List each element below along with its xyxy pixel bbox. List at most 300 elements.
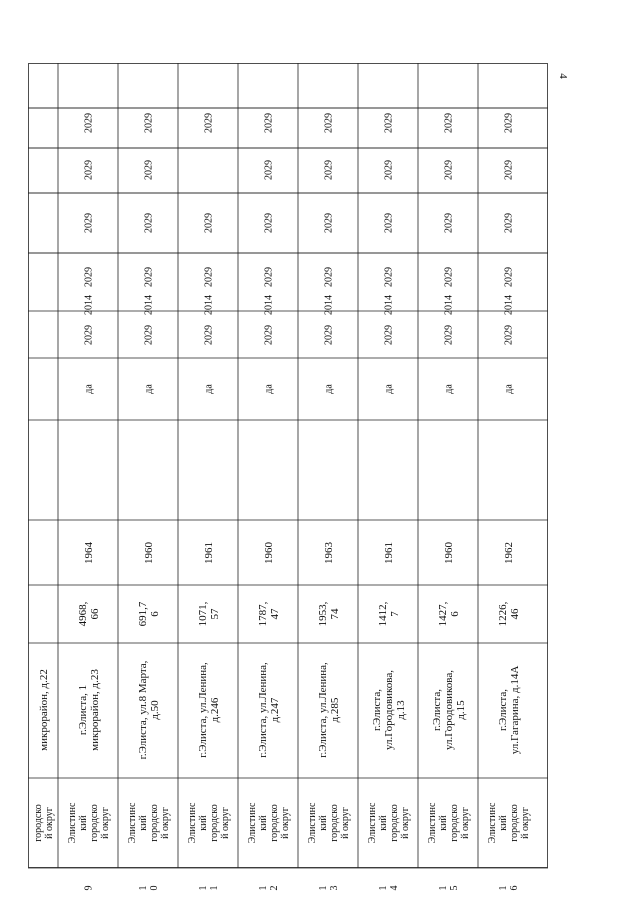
row-4-year-text bbox=[323, 542, 335, 565]
row-2-capital-repair-line: да bbox=[203, 384, 215, 394]
row-4-district-line: й округ bbox=[340, 807, 351, 839]
row-7-work-year-2-line: 2029 bbox=[503, 267, 515, 287]
row-0-survey-year-text bbox=[84, 295, 95, 315]
row-2-district-line: городско bbox=[209, 804, 220, 842]
row-3-year bbox=[263, 542, 275, 565]
row-2-area bbox=[197, 601, 221, 626]
row-3-address-text bbox=[257, 662, 281, 758]
table-grid bbox=[28, 63, 548, 868]
row-7-district-line: Элистинс bbox=[487, 802, 498, 844]
row-7-num bbox=[498, 886, 520, 891]
row-3-work-year-4-line: 2029 bbox=[263, 160, 275, 180]
row-0-address-line: г.Элиста, 1 bbox=[76, 684, 89, 736]
row-7-district bbox=[487, 802, 531, 843]
row-4-district-line: кий bbox=[318, 815, 329, 831]
row-3-year-line: 1960 bbox=[262, 542, 275, 564]
row-5-address-line: д.13 bbox=[394, 700, 407, 720]
rotated-table-sheet bbox=[28, 63, 548, 891]
row-6-work-year-3-text bbox=[444, 213, 455, 233]
row-3-work-year-2-line: 2029 bbox=[263, 267, 275, 287]
row-2-work-year-2-text bbox=[204, 267, 215, 287]
partial-row-address-line: микрорайон, д.22 bbox=[37, 669, 50, 751]
row-0-work-year-5-line: 2029 bbox=[83, 113, 95, 133]
row-1-district-line: кий bbox=[138, 815, 149, 831]
row-6-work-year-2 bbox=[444, 267, 455, 287]
row-3-area-line: 47 bbox=[268, 608, 281, 620]
row-4-capital-repair-line: да bbox=[323, 384, 335, 394]
row-4-work-year-4-line: 2029 bbox=[323, 160, 335, 180]
row-0-district-line: й округ bbox=[100, 807, 111, 839]
row-4-num-text bbox=[318, 886, 340, 891]
row-0-district bbox=[67, 802, 111, 843]
row-1-year-text bbox=[143, 542, 155, 565]
row-5-address-line: ул.Городовикова, bbox=[382, 670, 395, 750]
row-7-work-year-4-text bbox=[504, 160, 515, 180]
row-5-survey-year bbox=[384, 295, 395, 315]
row-2-address bbox=[197, 662, 221, 758]
row-7-address-text bbox=[497, 666, 521, 755]
row-7-work-year-1-text bbox=[504, 325, 515, 345]
row-6-district-line: Элистинс bbox=[427, 802, 438, 844]
row-1-work-year-1 bbox=[144, 325, 155, 345]
row-5-work-year-5 bbox=[384, 113, 395, 133]
row-6-work-year-2-text bbox=[444, 267, 455, 287]
row-6-work-year-5-line: 2029 bbox=[443, 113, 455, 133]
row-3-district-text bbox=[247, 802, 291, 843]
row-0-year-line: 1964 bbox=[82, 542, 95, 564]
row-4-work-year-1-line: 2029 bbox=[323, 325, 335, 345]
row-5-work-year-2-text bbox=[384, 267, 395, 287]
row-0-num bbox=[84, 886, 95, 891]
row-6-area-line: 6 bbox=[448, 611, 461, 617]
row-2-capital-repair-text bbox=[204, 384, 215, 394]
row-7-capital-repair-text bbox=[504, 384, 515, 394]
row-1-address-line: д.50 bbox=[148, 700, 161, 720]
row-1-work-year-1-text bbox=[144, 325, 155, 345]
row-5-survey-year-text bbox=[384, 295, 395, 315]
row-3-num-line: 1 bbox=[258, 885, 269, 891]
row-3-area bbox=[257, 601, 281, 626]
row-2-work-year-2 bbox=[204, 267, 215, 287]
table-border bbox=[29, 64, 548, 868]
row-3-address bbox=[257, 662, 281, 758]
row-7-year bbox=[503, 542, 515, 564]
row-4-address-line: г.Элиста, ул.Ленина, bbox=[316, 662, 329, 758]
row-2-survey-year-line: 2014 bbox=[203, 295, 215, 315]
row-5-address bbox=[371, 670, 407, 750]
row-4-survey-year-line: 2014 bbox=[323, 295, 335, 315]
row-7-address bbox=[497, 666, 521, 755]
row-7-work-year-5-line: 2029 bbox=[503, 113, 515, 133]
row-4-year-line: 1963 bbox=[322, 542, 335, 564]
row-0-district-line: Элистинс bbox=[67, 802, 78, 844]
row-6-num-line: 5 bbox=[449, 885, 460, 891]
row-1-district bbox=[127, 802, 171, 843]
row-1-capital-repair-text bbox=[144, 384, 155, 394]
row-4-area-line: 74 bbox=[328, 608, 341, 620]
row-7-area-line: 46 bbox=[508, 608, 521, 620]
row-6-work-year-3 bbox=[444, 213, 455, 233]
row-5-survey-year-line: 2014 bbox=[383, 295, 395, 315]
row-3-address-line: д.247 bbox=[268, 697, 281, 723]
row-7-work-year-2 bbox=[504, 267, 515, 287]
row-1-survey-year-text bbox=[144, 295, 155, 315]
row-0-work-year-1-line: 2029 bbox=[83, 325, 95, 345]
row-3-work-year-1 bbox=[264, 325, 275, 345]
row-3-capital-repair-line: да bbox=[263, 384, 275, 394]
row-3-area-line: 1787, bbox=[256, 601, 269, 627]
row-5-area bbox=[377, 601, 401, 626]
row-7-area bbox=[497, 601, 521, 626]
row-4-year bbox=[323, 542, 335, 565]
row-7-area-text bbox=[497, 601, 521, 626]
row-0-address-line: микрорайон, д.23 bbox=[88, 669, 101, 751]
row-4-num-line: 3 bbox=[329, 885, 340, 891]
row-1-survey-year bbox=[144, 295, 155, 315]
row-1-district-text bbox=[127, 802, 171, 843]
row-6-capital-repair bbox=[444, 384, 455, 394]
row-1-work-year-5 bbox=[144, 113, 155, 133]
row-2-year-text bbox=[203, 542, 215, 564]
row-0-address bbox=[77, 669, 101, 751]
row-6-area bbox=[437, 601, 461, 626]
row-1-work-year-3 bbox=[144, 213, 155, 233]
row-7-work-year-3-text bbox=[504, 213, 515, 233]
row-1-work-year-5-line: 2029 bbox=[143, 113, 155, 133]
row-0-year bbox=[83, 542, 95, 565]
row-2-work-year-1 bbox=[204, 325, 215, 345]
row-6-district-line: кий bbox=[438, 815, 449, 831]
row-7-district-line: кий bbox=[498, 815, 509, 831]
row-0-num-text bbox=[84, 886, 95, 891]
row-2-address-line: г.Элиста, ул.Ленина, bbox=[196, 662, 209, 758]
row-5-area-text bbox=[377, 601, 401, 626]
row-0-work-year-2-text bbox=[84, 267, 95, 287]
row-4-work-year-2-text bbox=[324, 267, 335, 287]
row-2-work-year-5 bbox=[204, 113, 215, 133]
row-6-num-text bbox=[438, 886, 460, 891]
row-5-work-year-1-line: 2029 bbox=[383, 325, 395, 345]
row-2-area-line: 1071, bbox=[196, 601, 209, 627]
row-3-survey-year bbox=[264, 295, 275, 315]
row-2-address-line: д.246 bbox=[208, 697, 221, 723]
row-2-survey-year bbox=[204, 295, 215, 315]
row-0-area-text bbox=[77, 601, 101, 626]
row-7-work-year-4-line: 2029 bbox=[503, 160, 515, 180]
row-1-work-year-1-line: 2029 bbox=[143, 325, 155, 345]
row-5-num-line: 4 bbox=[389, 885, 400, 891]
row-7-work-year-5 bbox=[504, 113, 515, 133]
row-2-district bbox=[187, 802, 231, 843]
row-5-capital-repair bbox=[384, 384, 395, 394]
row-1-num bbox=[138, 886, 160, 891]
row-7-work-year-3-line: 2029 bbox=[503, 213, 515, 233]
row-7-district-line: городско bbox=[509, 804, 520, 842]
row-5-work-year-2-line: 2029 bbox=[383, 267, 395, 287]
row-6-address-line: д.15 bbox=[454, 700, 467, 720]
row-3-work-year-3-text bbox=[264, 213, 275, 233]
row-2-district-line: кий bbox=[198, 815, 209, 831]
row-5-district-line: городско bbox=[389, 804, 400, 842]
row-6-work-year-1-line: 2029 bbox=[443, 325, 455, 345]
row-0-survey-year bbox=[84, 295, 95, 315]
row-4-capital-repair-text bbox=[324, 384, 335, 394]
row-1-district-line: Элистинс bbox=[127, 802, 138, 844]
row-5-work-year-4 bbox=[384, 160, 395, 180]
row-5-area-line: 7 bbox=[388, 611, 401, 617]
row-7-work-year-1-line: 2029 bbox=[503, 325, 515, 345]
row-4-area bbox=[317, 601, 341, 626]
row-7-work-year-2-text bbox=[504, 267, 515, 287]
row-0-work-year-2-line: 2029 bbox=[83, 267, 95, 287]
row-5-num-text bbox=[378, 886, 400, 891]
row-2-work-year-5-text bbox=[204, 113, 215, 133]
row-7-area-line: 1226, bbox=[496, 601, 509, 627]
row-1-survey-year-line: 2014 bbox=[143, 295, 155, 315]
row-2-year bbox=[203, 542, 215, 564]
row-4-area-text bbox=[317, 601, 341, 626]
row-4-num bbox=[318, 886, 340, 891]
row-0-survey-year-line: 2014 bbox=[83, 295, 95, 315]
row-6-capital-repair-line: да bbox=[443, 384, 455, 394]
row-5-work-year-3-text bbox=[384, 213, 395, 233]
row-5-num bbox=[378, 886, 400, 891]
row-3-district bbox=[247, 802, 291, 843]
row-5-work-year-2 bbox=[384, 267, 395, 287]
row-7-district-text bbox=[487, 802, 531, 843]
row-0-capital-repair-line: да bbox=[83, 384, 95, 394]
row-6-area-line: 1427, bbox=[436, 601, 449, 627]
row-0-work-year-4-text bbox=[84, 160, 95, 180]
row-6-work-year-5 bbox=[444, 113, 455, 133]
row-6-work-year-1 bbox=[444, 325, 455, 345]
row-1-num-line: 1 bbox=[138, 885, 149, 891]
partial-row-district-line: й округ bbox=[44, 807, 55, 839]
row-3-capital-repair bbox=[264, 384, 275, 394]
row-6-year-text bbox=[443, 542, 455, 565]
row-4-survey-year-text bbox=[324, 295, 335, 315]
row-6-work-year-5-text bbox=[444, 113, 455, 133]
row-1-area-line: 691,7 bbox=[136, 601, 149, 627]
row-4-address-line: д.285 bbox=[328, 697, 341, 723]
row-3-district-line: городско bbox=[269, 804, 280, 842]
row-4-capital-repair bbox=[324, 384, 335, 394]
row-0-work-year-1 bbox=[84, 325, 95, 345]
row-0-district-line: городско bbox=[89, 804, 100, 842]
row-2-district-line: Элистинс bbox=[187, 802, 198, 844]
row-6-work-year-2-line: 2029 bbox=[443, 267, 455, 287]
row-0-year-text bbox=[83, 542, 95, 565]
row-7-work-year-5-text bbox=[504, 113, 515, 133]
row-5-district-line: кий bbox=[378, 815, 389, 831]
row-2-work-year-5-line: 2029 bbox=[203, 113, 215, 133]
row-7-capital-repair bbox=[504, 384, 515, 394]
row-7-capital-repair-line: да bbox=[503, 384, 515, 394]
row-4-work-year-4-text bbox=[324, 160, 335, 180]
row-3-work-year-3-line: 2029 bbox=[263, 213, 275, 233]
row-0-area-line: 4968, bbox=[76, 601, 89, 627]
row-7-num-line: 6 bbox=[509, 885, 520, 891]
row-6-address-line: г.Элиста, bbox=[430, 689, 443, 731]
row-7-work-year-3 bbox=[504, 213, 515, 233]
row-2-area-text bbox=[197, 601, 221, 626]
row-1-area-text bbox=[137, 601, 161, 626]
row-0-capital-repair bbox=[84, 384, 95, 394]
row-1-area bbox=[137, 601, 161, 626]
row-2-survey-year-text bbox=[204, 295, 215, 315]
row-7-survey-year-line: 2014 bbox=[503, 295, 515, 315]
row-3-survey-year-line: 2014 bbox=[263, 295, 275, 315]
row-7-work-year-4 bbox=[504, 160, 515, 180]
row-3-work-year-4 bbox=[264, 160, 275, 180]
row-7-year-text bbox=[503, 542, 515, 564]
row-3-capital-repair-text bbox=[264, 384, 275, 394]
row-7-year-line: 1962 bbox=[502, 542, 515, 564]
row-5-work-year-5-line: 2029 bbox=[383, 113, 395, 133]
row-3-work-year-1-text bbox=[264, 325, 275, 345]
row-2-district-line: й округ bbox=[220, 807, 231, 839]
row-7-survey-year-text bbox=[504, 295, 515, 315]
row-2-num-text bbox=[198, 886, 220, 891]
row-1-year-line: 1960 bbox=[142, 542, 155, 564]
row-1-capital-repair-line: да bbox=[143, 384, 155, 394]
row-0-address-text bbox=[77, 669, 101, 751]
row-3-num-text bbox=[258, 886, 280, 891]
partial-row-district bbox=[33, 804, 55, 841]
row-0-district-line: кий bbox=[78, 815, 89, 831]
row-0-capital-repair-text bbox=[84, 384, 95, 394]
row-2-work-year-2-line: 2029 bbox=[203, 267, 215, 287]
row-1-year bbox=[143, 542, 155, 565]
row-1-address-line: г.Элиста, ул.8 Марта, bbox=[136, 660, 149, 760]
row-5-work-year-3 bbox=[384, 213, 395, 233]
row-5-work-year-1 bbox=[384, 325, 395, 345]
row-4-district-line: Элистинс bbox=[307, 802, 318, 844]
row-1-work-year-2 bbox=[144, 267, 155, 287]
row-2-area-line: 57 bbox=[208, 608, 221, 620]
row-0-work-year-5 bbox=[84, 113, 95, 133]
row-1-address bbox=[137, 660, 161, 759]
row-1-work-year-4-line: 2029 bbox=[143, 160, 155, 180]
row-5-district bbox=[367, 802, 411, 843]
row-3-work-year-3 bbox=[264, 213, 275, 233]
row-0-work-year-3-text bbox=[84, 213, 95, 233]
row-5-capital-repair-text bbox=[384, 384, 395, 394]
row-2-num-line: 1 bbox=[198, 885, 209, 891]
row-1-area-line: 6 bbox=[148, 611, 161, 617]
row-2-work-year-3-line: 2029 bbox=[203, 213, 215, 233]
row-1-district-line: й округ bbox=[160, 807, 171, 839]
row-2-work-year-3-text bbox=[204, 213, 215, 233]
row-4-work-year-5 bbox=[324, 113, 335, 133]
row-5-work-year-4-line: 2029 bbox=[383, 160, 395, 180]
row-6-num-line: 1 bbox=[438, 885, 449, 891]
row-6-work-year-4 bbox=[444, 160, 455, 180]
row-3-num-line: 2 bbox=[269, 885, 280, 891]
row-7-num-line: 1 bbox=[498, 885, 509, 891]
row-6-address bbox=[431, 670, 467, 750]
row-2-work-year-1-text bbox=[204, 325, 215, 345]
row-7-district-line: й округ bbox=[520, 807, 531, 839]
row-6-year bbox=[443, 542, 455, 565]
row-3-work-year-5-line: 2029 bbox=[263, 113, 275, 133]
row-1-work-year-3-line: 2029 bbox=[143, 213, 155, 233]
row-6-district-line: городско bbox=[449, 804, 460, 842]
row-4-work-year-2 bbox=[324, 267, 335, 287]
row-6-work-year-1-text bbox=[444, 325, 455, 345]
row-5-work-year-3-line: 2029 bbox=[383, 213, 395, 233]
row-7-address-line: ул.Гагарина, д.14А bbox=[508, 665, 521, 755]
row-6-survey-year-line: 2014 bbox=[443, 295, 455, 315]
row-0-work-year-3-line: 2029 bbox=[83, 213, 95, 233]
row-6-work-year-3-line: 2029 bbox=[443, 213, 455, 233]
row-6-district bbox=[427, 802, 471, 843]
row-5-area-line: 1412, bbox=[376, 601, 389, 627]
row-5-address-text bbox=[371, 670, 407, 750]
row-5-district-text bbox=[367, 802, 411, 843]
row-3-work-year-2-text bbox=[264, 267, 275, 287]
row-1-work-year-5-text bbox=[144, 113, 155, 133]
row-5-work-year-1-text bbox=[384, 325, 395, 345]
row-1-num-text bbox=[138, 886, 160, 891]
row-4-address-text bbox=[317, 662, 341, 758]
row-3-num bbox=[258, 886, 280, 891]
row-4-work-year-3-line: 2029 bbox=[323, 213, 335, 233]
row-3-district-line: й округ bbox=[280, 807, 291, 839]
row-3-district-line: Элистинс bbox=[247, 802, 258, 844]
row-4-work-year-4 bbox=[324, 160, 335, 180]
row-6-area-text bbox=[437, 601, 461, 626]
row-4-district-text bbox=[307, 802, 351, 843]
row-2-work-year-3 bbox=[204, 213, 215, 233]
row-6-survey-year-text bbox=[444, 295, 455, 315]
row-0-work-year-1-text bbox=[84, 325, 95, 345]
row-2-capital-repair bbox=[204, 384, 215, 394]
housing-register-table bbox=[28, 63, 548, 891]
row-3-work-year-4-text bbox=[264, 160, 275, 180]
row-6-num bbox=[438, 886, 460, 891]
row-3-work-year-5 bbox=[264, 113, 275, 133]
row-6-year-line: 1960 bbox=[442, 542, 455, 564]
row-7-work-year-1 bbox=[504, 325, 515, 345]
row-1-num-line: 0 bbox=[149, 885, 160, 891]
partial-row-address bbox=[38, 669, 50, 751]
row-4-district bbox=[307, 802, 351, 843]
row-4-address bbox=[317, 662, 341, 758]
row-5-capital-repair-line: да bbox=[383, 384, 395, 394]
row-4-num-line: 1 bbox=[318, 885, 329, 891]
row-0-num-line: 9 bbox=[83, 885, 95, 891]
row-5-year-text bbox=[383, 542, 395, 564]
row-2-address-text bbox=[197, 662, 221, 758]
row-4-area-line: 1953, bbox=[316, 601, 329, 627]
row-1-capital-repair bbox=[144, 384, 155, 394]
row-1-address-text bbox=[137, 660, 161, 759]
row-4-district-line: городско bbox=[329, 804, 340, 842]
row-2-year-line: 1961 bbox=[202, 542, 215, 564]
row-5-num-line: 1 bbox=[378, 885, 389, 891]
row-5-year-line: 1961 bbox=[382, 542, 395, 564]
row-0-district-text bbox=[67, 802, 111, 843]
row-3-survey-year-text bbox=[264, 295, 275, 315]
row-6-district-text bbox=[427, 802, 471, 843]
row-1-district-line: городско bbox=[149, 804, 160, 842]
row-4-work-year-3-text bbox=[324, 213, 335, 233]
page-number: 4 bbox=[556, 73, 569, 79]
row-1-work-year-2-line: 2029 bbox=[143, 267, 155, 287]
partial-row-address-text bbox=[38, 669, 50, 751]
row-4-work-year-5-text bbox=[324, 113, 335, 133]
